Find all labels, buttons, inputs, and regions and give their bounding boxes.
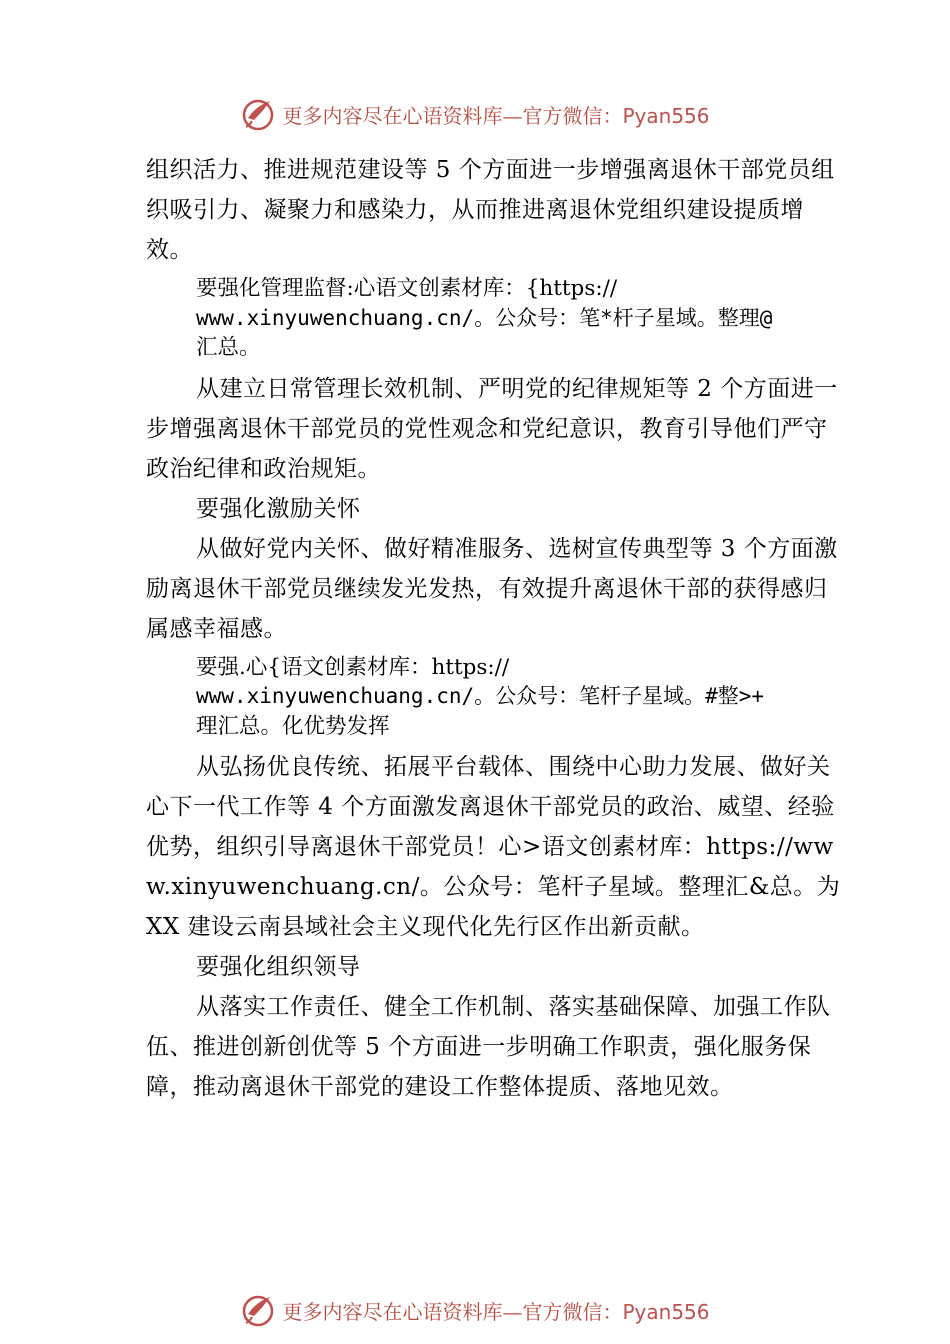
paragraph: 从落实工作责任、健全工作机制、落实基础保障、加强工作队伍、推进创新创优等 5 个方面进一步明确工作职责，强化服务保障，推动离退休干部党的建设工作整体提质、落地见效。 xyxy=(146,994,831,1100)
heading-line: www.xinyuwenchuang.cn/。公众号：笔*杆子星域。整理@ xyxy=(196,305,773,330)
paragraph: 从建立日常管理长效机制、严明党的纪律规矩等 2 个方面进一步增强离退休干部党员的党性观念和党纪意识，教育引导他们严守政治纪律和政治规矩。 xyxy=(146,375,838,482)
watermark-text: 更多内容尽在心语资料库—官方微信：Pyan556 xyxy=(282,103,710,128)
heading-line: 汇总。 xyxy=(196,335,261,360)
watermark-text: 更多内容尽在心语资料库—官方微信：Pyan556 xyxy=(282,1299,710,1324)
section-heading-block xyxy=(146,274,846,363)
watermark-handle: Pyan556 xyxy=(622,103,710,128)
paragraph: 组织活力、推进规范建设等 5 个方面进一步增强离退休干部党员组织吸引力、凝聚力和感染力，从而推进离退休党组织建设提质增效。 xyxy=(146,157,835,263)
brush-logo-icon xyxy=(240,96,276,132)
paragraph: 从弘扬优良传统、拓展平台载体、围绕中心助力发展、做好关心下一代工作等 4 个方面激发离退休干部党员的政治、威望、经验优势，组织引导离退休干部党员！心>语文创素材库：https://www.xinyuwenchuang.cn/。公众号：笔杆子星域。整理汇&总。为 XX 建设云南县域社会主义现代化先行区作出新贡献。 xyxy=(146,754,841,940)
heading-line: 要强.心{语文创素材库：https:// xyxy=(196,654,510,680)
paragraph: 从做好党内关怀、做好精准服务、选树宣传典型等 3 个方面激励离退休干部党员继续发光发热，有效提升离退休干部的获得感归属感幸福感。 xyxy=(146,535,838,642)
document-body xyxy=(146,150,846,1107)
heading-line: 理汇总。化优势发挥 xyxy=(196,713,390,739)
footer-watermark xyxy=(0,1290,950,1330)
heading-line: 要强化管理监督:心语文创素材库：{https:// xyxy=(196,276,618,301)
watermark-handle: Pyan556 xyxy=(622,1299,710,1324)
section-heading: 要强化组织领导 xyxy=(196,954,361,980)
header-watermark xyxy=(0,94,950,134)
section-heading: 要强化激励关怀 xyxy=(196,495,361,522)
heading-line: www.xinyuwenchuang.cn/。公众号：笔杆子星域。#整>+ xyxy=(196,684,765,708)
brush-logo-icon xyxy=(240,1292,276,1328)
section-heading-block xyxy=(146,653,846,742)
